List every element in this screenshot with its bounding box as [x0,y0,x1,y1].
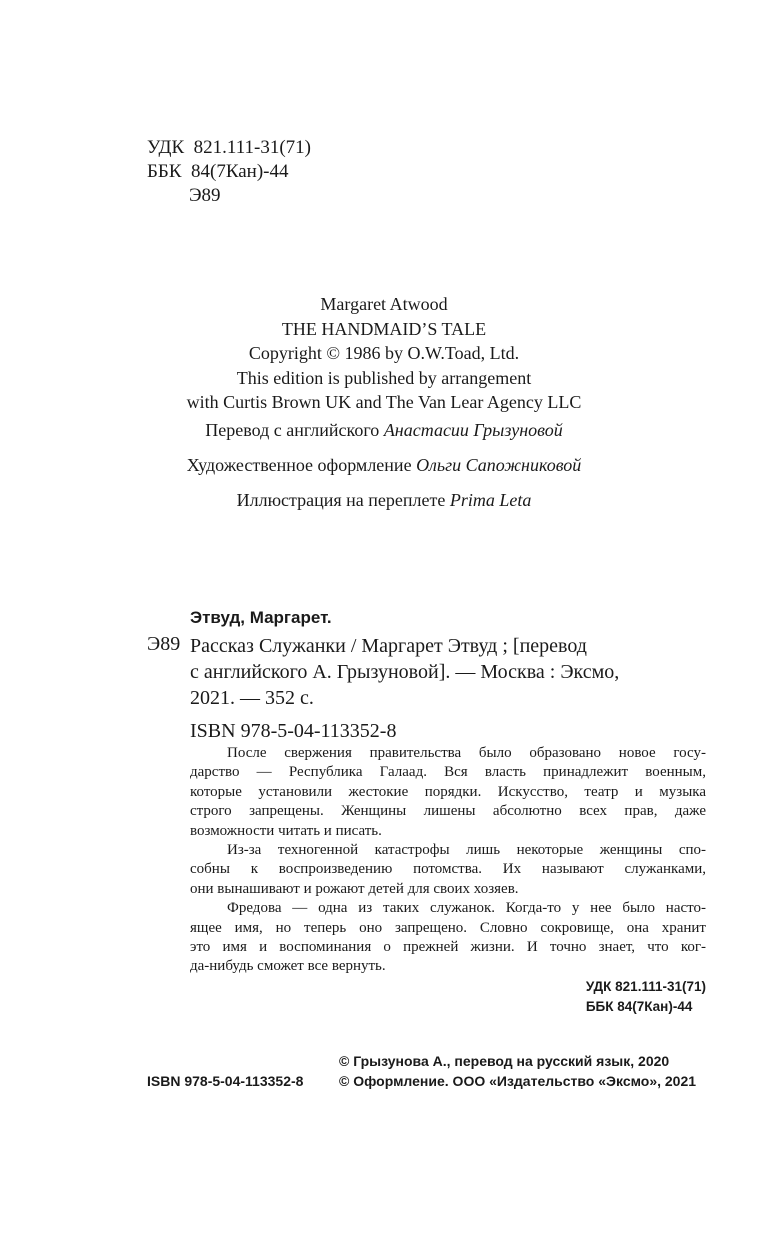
annotation-paragraph [190,899,706,977]
bibliographic-description [190,633,619,711]
small-classification-codes [586,977,706,1017]
annotation-line: это имя и воспоминания о прежней жизни. И точно знает, что ког- [190,939,706,956]
annotation-line: После свержения правительства было образовано новое госу- [227,745,706,761]
credit-role: Перевод с английского [205,420,384,440]
annotation-line: Фредова — одна из таких служанок. Когда-то у нее было насто- [227,900,706,917]
bibliographic-line: 2021. — 352 с. [190,687,314,709]
small-bbk-code: ББК 84(7Кан)-44 [585,999,693,1014]
annotation-line: ящее имя, но теперь оно запрещено. Словно сокровище, она хранит [190,919,706,936]
bibliographic-code: Э89 [147,633,181,655]
arrangement-line-2: with Curtis Brown UK and The Van Lear Agency LLC [186,392,582,412]
udk-code: УДК 821.111-31(71) [147,137,311,158]
credit-name: Анастасии Грызуновой [383,420,563,440]
copyright-footer [339,1051,696,1091]
annotation-line: да-нибудь сможет все вернуть. [190,958,386,975]
design-copyright: © Оформление. ООО «Издательство «Эксмо», 2021 [339,1073,697,1089]
arrangement-line-1: This edition is published by arrangement [236,367,532,388]
annotation-line: собны к воспроизведению потомства. Их называют служанками, [190,861,706,878]
annotation-line: возможности читать и писать. [190,822,382,839]
annotation-line: которые установили жестокие порядки. Искусство, театр и музыка [190,783,706,800]
annotation-line: дарство — Республика Галаад. Вся власть принадлежит военным, [190,764,706,781]
translator-credit [0,420,768,441]
isbn-main: ISBN 978-5-04-113352-8 [190,720,397,742]
isbn-footer: ISBN 978-5-04-113352-8 [147,1073,304,1089]
original-title: THE HANDMAID’S TALE [281,318,487,339]
author-mark: Э89 [189,185,221,206]
credit-role: Художественное оформление [186,455,417,475]
bibliographic-line: Рассказ Служанки / Маргарет Этвуд ; [перевод [190,635,587,657]
design-credit [0,455,768,476]
bibliographic-line: с английского А. Грызуновой]. — Москва : Эксмо, [190,661,620,683]
bibliographic-heading: Этвуд, Маргарет. [190,608,332,627]
credit-name: Ольги Сапожниковой [416,455,582,475]
annotation-line: строго запрещены. Женщины лишены абсолютно всех прав, даже [190,803,706,820]
annotation-line: Из-за техногенной катастрофы лишь некоторые женщины спо- [227,842,706,859]
illustration-credit [0,490,768,511]
classification-block [147,136,311,208]
annotation-line: они вынашивают и рожают детей для своих хозяев. [190,880,519,897]
copyright-line: Copyright © 1986 by O.W.Toad, Ltd. [248,343,520,363]
credit-name: Prima Leta [449,490,532,510]
annotation-paragraph [190,841,706,899]
credit-role: Иллюстрация на переплете [236,490,450,510]
annotation [190,744,706,977]
translation-copyright: © Грызунова А., перевод на русский язык, 2020 [339,1053,670,1069]
rights-block [0,292,768,415]
small-udk-code: УДК 821.111-31(71) [585,979,706,994]
bbk-code: ББК 84(7Кан)-44 [147,161,289,182]
annotation-paragraph [190,744,706,841]
original-author: Margaret Atwood [320,294,448,314]
